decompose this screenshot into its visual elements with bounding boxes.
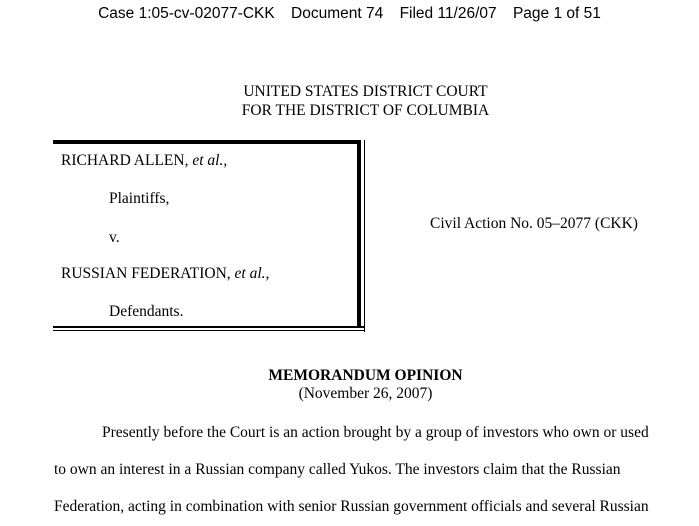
body-line-3: Federation, acting in combination with senior Russian government officials and several Russian [54,498,649,515]
body-line-1: Presently before the Court is an action brought by a group of investors who own or used [102,424,649,441]
defendant-etal: et al. [234,265,266,282]
page-header [0,5,699,23]
body-line-2: to own an interest in a Russian company called Yukos. The investors claim that the Russian [54,461,621,478]
caption-border-right [364,140,365,332]
court-name [0,82,699,120]
court-line-1: UNITED STATES DISTRICT COURT [243,83,488,100]
civil-action-number: Civil Action No. 05–2077 (CKK) [430,215,638,232]
case-number: Case 1:05-cv-02077-CKK [98,5,275,22]
caption-border-bottom-2 [53,330,365,331]
document-number: Document 74 [291,5,384,22]
opinion-date: (November 26, 2007) [298,385,433,402]
defendants-label: Defendants. [109,303,184,320]
plaintiff-name-text: RICHARD ALLEN, [61,152,193,169]
defendant-comma: , [265,265,270,282]
plaintiff-comma: , [223,152,228,169]
defendant-name [61,265,269,283]
plaintiffs-label: Plaintiffs, [109,190,170,207]
filed-date: Filed 11/26/07 [399,5,497,22]
defendant-name-text: RUSSIAN FEDERATION, [61,265,235,282]
court-line-2: FOR THE DISTRICT OF COLUMBIA [241,102,490,119]
opinion-title: MEMORANDUM OPINION [268,367,463,384]
page-number: Page 1 of 51 [512,5,601,22]
plaintiff-name [61,152,227,170]
plaintiff-etal: et al. [192,152,224,169]
versus: v. [109,229,120,246]
caption-border-bottom [53,326,365,328]
